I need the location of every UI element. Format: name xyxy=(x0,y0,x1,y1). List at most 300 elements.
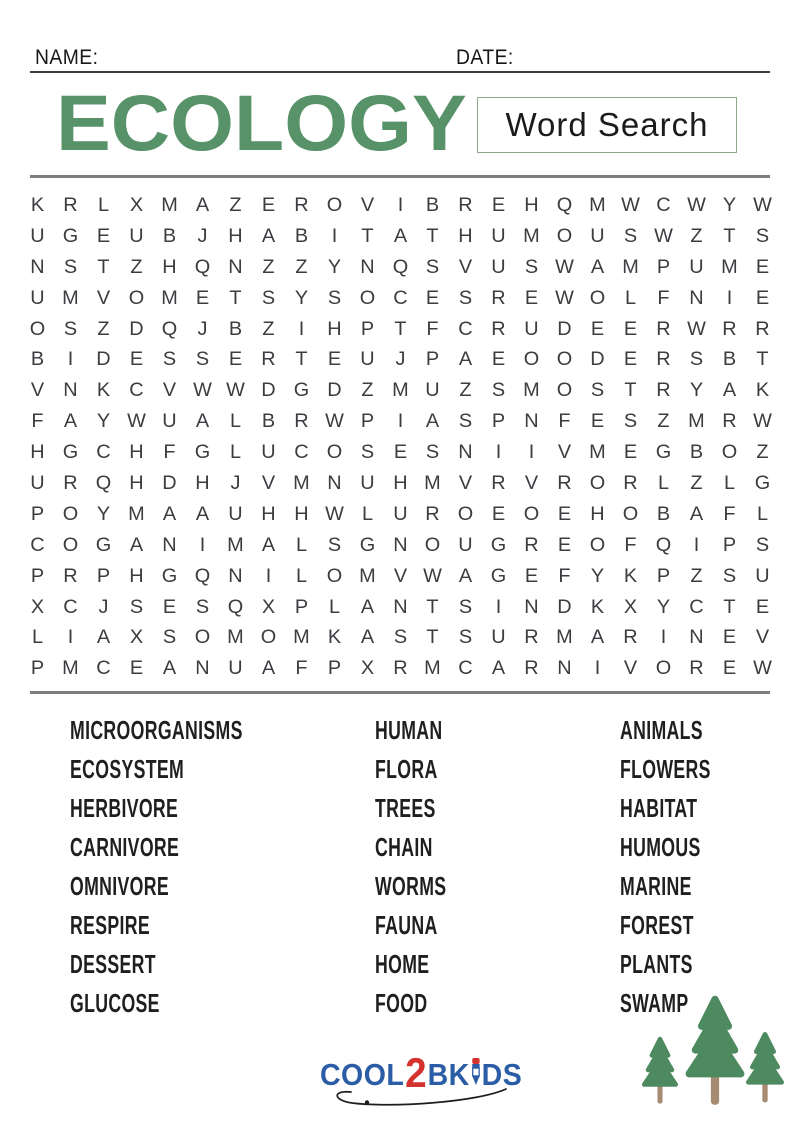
grid-letter[interactable]: O xyxy=(721,441,738,464)
grid-letter[interactable]: U xyxy=(689,255,704,278)
grid-letter[interactable]: A xyxy=(722,379,737,402)
grid-letter[interactable]: L xyxy=(361,502,373,525)
grid-letter[interactable]: W xyxy=(555,286,575,309)
grid-letter[interactable]: C xyxy=(30,533,45,556)
grid-letter[interactable]: P xyxy=(30,564,45,587)
grid-letter[interactable]: V xyxy=(459,471,473,494)
grid-letter[interactable]: C xyxy=(458,657,474,680)
grid-letter[interactable]: O xyxy=(359,286,375,309)
grid-letter[interactable]: Y xyxy=(722,193,737,216)
grid-letter[interactable]: A xyxy=(195,410,209,433)
grid-letter[interactable]: G xyxy=(491,564,507,587)
grid-letter[interactable]: C xyxy=(689,595,704,618)
grid-letter[interactable]: O xyxy=(326,193,342,216)
grid-letter[interactable]: S xyxy=(195,595,209,618)
grid-letter[interactable]: O xyxy=(260,626,276,649)
grid-letter[interactable]: U xyxy=(30,286,45,309)
grid-letter[interactable]: E xyxy=(558,502,572,525)
grid-letter[interactable]: V xyxy=(624,657,638,680)
grid-letter[interactable]: M xyxy=(721,255,738,278)
grid-letter[interactable]: P xyxy=(360,410,374,433)
grid-letter[interactable]: T xyxy=(229,286,242,309)
grid-letter[interactable]: M xyxy=(292,471,310,494)
grid-letter[interactable]: F xyxy=(426,317,440,340)
grid-letter[interactable]: R xyxy=(656,348,671,371)
grid-letter[interactable]: H xyxy=(228,224,243,247)
grid-letter[interactable]: V xyxy=(96,286,111,309)
grid-letter[interactable]: C xyxy=(63,595,78,618)
grid-letter[interactable]: L xyxy=(295,533,307,556)
grid-letter[interactable]: A xyxy=(393,224,407,247)
grid-letter[interactable]: M xyxy=(556,626,574,649)
grid-letter[interactable]: A xyxy=(360,595,374,618)
grid-letter[interactable]: E xyxy=(591,317,605,340)
grid-letter[interactable]: S xyxy=(63,255,78,278)
grid-letter[interactable]: M xyxy=(622,255,639,278)
grid-letter[interactable]: V xyxy=(360,193,374,216)
grid-letter[interactable]: R xyxy=(623,471,638,494)
grid-letter[interactable]: S xyxy=(591,379,605,402)
grid-letter[interactable]: U xyxy=(359,348,375,371)
grid-letter[interactable]: F xyxy=(163,441,176,464)
grid-letter[interactable]: N xyxy=(359,255,375,278)
grid-letter[interactable]: A xyxy=(261,657,275,680)
grid-letter[interactable]: C xyxy=(96,657,111,680)
grid-letter[interactable]: H xyxy=(129,471,144,494)
grid-letter[interactable]: G xyxy=(491,533,507,556)
grid-letter[interactable]: S xyxy=(459,410,473,433)
grid-letter[interactable]: G xyxy=(95,533,112,556)
grid-letter[interactable]: S xyxy=(492,379,506,402)
grid-letter[interactable]: O xyxy=(524,348,540,371)
grid-letter[interactable]: S xyxy=(129,595,143,618)
grid-letter[interactable]: Q xyxy=(95,471,112,494)
grid-letter[interactable]: E xyxy=(228,348,242,371)
grid-letter[interactable]: E xyxy=(393,441,407,464)
grid-letter[interactable]: I xyxy=(67,626,74,649)
grid-letter[interactable]: U xyxy=(228,502,243,525)
grid-letter[interactable]: X xyxy=(129,193,143,216)
grid-letter[interactable]: U xyxy=(425,379,441,402)
grid-letter[interactable]: N xyxy=(557,657,572,680)
grid-letter[interactable]: M xyxy=(424,657,442,680)
grid-letter[interactable]: J xyxy=(395,348,405,371)
grid-letter[interactable]: F xyxy=(558,410,571,433)
grid-letter[interactable]: U xyxy=(162,410,177,433)
grid-letter[interactable]: U xyxy=(458,533,474,556)
grid-letter[interactable]: B xyxy=(228,317,242,340)
grid-letter[interactable]: O xyxy=(326,564,342,587)
grid-letter[interactable]: E xyxy=(327,348,341,371)
grid-letter[interactable]: R xyxy=(458,193,474,216)
grid-letter[interactable]: C xyxy=(656,193,671,216)
grid-letter[interactable]: G xyxy=(754,471,771,494)
grid-letter[interactable]: S xyxy=(261,286,275,309)
grid-letter[interactable]: T xyxy=(426,626,440,649)
grid-letter[interactable]: O xyxy=(557,348,573,371)
grid-letter[interactable]: M xyxy=(523,224,541,247)
grid-letter[interactable]: M xyxy=(523,379,541,402)
grid-letter[interactable]: U xyxy=(359,471,375,494)
grid-letter[interactable]: V xyxy=(755,626,770,649)
grid-letter[interactable]: V xyxy=(30,379,45,402)
grid-letter[interactable]: Q xyxy=(227,595,243,618)
grid-letter[interactable]: W xyxy=(621,193,641,216)
grid-letter[interactable]: M xyxy=(62,657,79,680)
grid-letter[interactable]: U xyxy=(524,317,540,340)
grid-letter[interactable]: O xyxy=(458,502,474,525)
grid-letter[interactable]: X xyxy=(129,626,143,649)
grid-letter[interactable]: G xyxy=(293,379,309,402)
grid-letter[interactable]: V xyxy=(459,255,473,278)
grid-letter[interactable]: I xyxy=(726,286,733,309)
grid-letter[interactable]: R xyxy=(656,379,671,402)
grid-letter[interactable]: A xyxy=(689,502,704,525)
grid-letter[interactable]: X xyxy=(30,595,45,618)
grid-letter[interactable]: T xyxy=(723,595,736,618)
grid-letter[interactable]: U xyxy=(755,564,770,587)
grid-letter[interactable]: I xyxy=(594,657,601,680)
grid-letter[interactable]: C xyxy=(129,379,144,402)
grid-letter[interactable]: U xyxy=(129,224,144,247)
grid-letter[interactable]: S xyxy=(162,348,176,371)
grid-letter[interactable]: P xyxy=(327,657,341,680)
grid-letter[interactable]: T xyxy=(426,595,440,618)
grid-letter[interactable]: R xyxy=(293,410,309,433)
grid-letter[interactable]: E xyxy=(624,317,638,340)
grid-letter[interactable]: D xyxy=(129,317,144,340)
grid-letter[interactable]: H xyxy=(458,224,474,247)
grid-letter[interactable]: V xyxy=(162,379,176,402)
grid-letter[interactable]: I xyxy=(265,564,271,587)
grid-letter[interactable]: A xyxy=(195,502,209,525)
grid-letter[interactable]: J xyxy=(197,224,208,247)
grid-letter[interactable]: E xyxy=(624,348,638,371)
grid-letter[interactable]: D xyxy=(260,379,276,402)
grid-letter[interactable]: R xyxy=(63,564,78,587)
grid-letter[interactable]: O xyxy=(589,286,606,309)
grid-letter[interactable]: D xyxy=(162,471,177,494)
grid-letter[interactable]: S xyxy=(459,626,473,649)
grid-letter[interactable]: R xyxy=(689,657,704,680)
grid-letter[interactable]: R xyxy=(491,286,507,309)
grid-letter[interactable]: R xyxy=(63,471,78,494)
grid-letter[interactable]: G xyxy=(194,441,210,464)
grid-letter[interactable]: M xyxy=(62,286,79,309)
grid-letter[interactable]: E xyxy=(591,410,605,433)
grid-letter[interactable]: W xyxy=(555,255,575,278)
grid-letter[interactable]: R xyxy=(392,657,408,680)
grid-letter[interactable]: R xyxy=(293,193,309,216)
grid-letter[interactable]: S xyxy=(63,317,78,340)
grid-letter[interactable]: I xyxy=(397,193,403,216)
grid-letter[interactable]: N xyxy=(458,441,474,464)
grid-letter[interactable]: R xyxy=(524,626,540,649)
grid-letter[interactable]: W xyxy=(423,564,443,587)
letter-grid[interactable] xyxy=(21,190,779,684)
grid-letter[interactable]: W xyxy=(687,317,706,340)
grid-letter[interactable]: N xyxy=(689,626,704,649)
grid-letter[interactable]: L xyxy=(295,564,307,587)
grid-letter[interactable]: L xyxy=(328,595,340,618)
grid-letter[interactable]: M xyxy=(424,471,442,494)
grid-letter[interactable]: A xyxy=(63,410,78,433)
grid-letter[interactable]: Y xyxy=(96,502,111,525)
grid-letter[interactable]: E xyxy=(426,286,440,309)
grid-letter[interactable]: U xyxy=(392,502,408,525)
grid-letter[interactable]: E xyxy=(261,193,275,216)
grid-letter[interactable]: Y xyxy=(689,379,704,402)
grid-letter[interactable]: D xyxy=(96,348,111,371)
grid-letter[interactable]: U xyxy=(228,657,243,680)
grid-letter[interactable]: W xyxy=(126,410,146,433)
grid-letter[interactable]: O xyxy=(62,533,79,556)
grid-letter[interactable]: O xyxy=(62,502,79,525)
grid-letter[interactable]: G xyxy=(655,441,672,464)
grid-letter[interactable]: A xyxy=(591,626,605,649)
grid-letter[interactable]: Z xyxy=(756,441,769,464)
grid-letter[interactable]: N xyxy=(524,595,540,618)
grid-letter[interactable]: O xyxy=(425,533,441,556)
grid-letter[interactable]: U xyxy=(30,224,45,247)
grid-letter[interactable]: W xyxy=(324,502,344,525)
grid-letter[interactable]: K xyxy=(624,564,638,587)
grid-letter[interactable]: A xyxy=(162,502,176,525)
grid-letter[interactable]: L xyxy=(658,471,670,494)
grid-letter[interactable]: P xyxy=(30,657,45,680)
grid-letter[interactable]: F xyxy=(31,410,44,433)
grid-letter[interactable]: S xyxy=(360,441,374,464)
grid-letter[interactable]: E xyxy=(96,224,111,247)
grid-letter[interactable]: V xyxy=(558,441,572,464)
grid-letter[interactable]: M xyxy=(391,379,409,402)
grid-letter[interactable]: N xyxy=(392,533,408,556)
grid-letter[interactable]: W xyxy=(654,224,674,247)
grid-letter[interactable]: J xyxy=(98,595,109,618)
grid-letter[interactable]: S xyxy=(755,533,770,556)
grid-letter[interactable]: L xyxy=(229,441,241,464)
grid-letter[interactable]: H xyxy=(590,502,605,525)
grid-letter[interactable]: F xyxy=(295,657,308,680)
grid-letter[interactable]: P xyxy=(30,502,45,525)
grid-letter[interactable]: Z xyxy=(130,255,143,278)
grid-letter[interactable]: W xyxy=(687,193,706,216)
grid-letter[interactable]: A xyxy=(591,255,605,278)
grid-letter[interactable]: X xyxy=(261,595,275,618)
grid-letter[interactable]: I xyxy=(298,317,304,340)
grid-letter[interactable]: P xyxy=(96,564,111,587)
grid-letter[interactable]: N xyxy=(326,471,342,494)
grid-letter[interactable]: B xyxy=(689,441,704,464)
grid-letter[interactable]: R xyxy=(557,471,572,494)
grid-letter[interactable]: Y xyxy=(294,286,308,309)
grid-letter[interactable]: W xyxy=(225,379,245,402)
grid-letter[interactable]: Q xyxy=(392,255,408,278)
grid-letter[interactable]: M xyxy=(358,564,376,587)
grid-letter[interactable]: E xyxy=(525,564,539,587)
grid-letter[interactable]: P xyxy=(657,564,671,587)
grid-letter[interactable]: E xyxy=(492,348,506,371)
grid-letter[interactable]: X xyxy=(360,657,374,680)
grid-letter[interactable]: L xyxy=(31,626,44,649)
grid-letter[interactable]: F xyxy=(723,502,736,525)
grid-letter[interactable]: F xyxy=(624,533,637,556)
grid-letter[interactable]: E xyxy=(129,657,143,680)
grid-letter[interactable]: R xyxy=(260,348,276,371)
grid-letter[interactable]: A xyxy=(426,410,440,433)
grid-letter[interactable]: E xyxy=(195,286,209,309)
grid-letter[interactable]: P xyxy=(426,348,440,371)
grid-letter[interactable]: L xyxy=(97,193,109,216)
grid-letter[interactable]: F xyxy=(657,286,670,309)
grid-letter[interactable]: M xyxy=(128,502,145,525)
grid-letter[interactable]: S xyxy=(755,224,770,247)
grid-letter[interactable]: Q xyxy=(161,317,178,340)
grid-letter[interactable]: O xyxy=(589,471,606,494)
grid-letter[interactable]: I xyxy=(496,595,502,618)
grid-letter[interactable]: D xyxy=(557,317,572,340)
grid-letter[interactable]: E xyxy=(722,657,737,680)
grid-letter[interactable]: I xyxy=(199,533,206,556)
grid-letter[interactable]: I xyxy=(693,533,700,556)
grid-letter[interactable]: A xyxy=(459,564,473,587)
grid-letter[interactable]: G xyxy=(62,441,79,464)
grid-letter[interactable]: O xyxy=(128,286,145,309)
grid-letter[interactable]: M xyxy=(589,441,607,464)
grid-letter[interactable]: C xyxy=(458,317,474,340)
grid-letter[interactable]: K xyxy=(30,193,45,216)
grid-letter[interactable]: T xyxy=(295,348,308,371)
grid-letter[interactable]: Q xyxy=(194,255,210,278)
grid-letter[interactable]: O xyxy=(326,441,342,464)
grid-letter[interactable]: Z xyxy=(97,317,110,340)
grid-letter[interactable]: C xyxy=(392,286,408,309)
grid-letter[interactable]: Z xyxy=(459,379,472,402)
grid-letter[interactable]: S xyxy=(195,348,209,371)
grid-letter[interactable]: A xyxy=(261,224,275,247)
grid-letter[interactable]: A xyxy=(360,626,374,649)
grid-letter[interactable]: S xyxy=(327,286,341,309)
grid-letter[interactable]: T xyxy=(723,224,736,247)
grid-letter[interactable]: Y xyxy=(327,255,341,278)
grid-letter[interactable]: I xyxy=(331,224,337,247)
grid-letter[interactable]: L xyxy=(625,286,637,309)
grid-letter[interactable]: S xyxy=(162,626,176,649)
grid-letter[interactable]: D xyxy=(590,348,605,371)
grid-letter[interactable]: H xyxy=(326,317,342,340)
grid-letter[interactable]: S xyxy=(426,441,440,464)
grid-letter[interactable]: Z xyxy=(690,224,703,247)
grid-letter[interactable]: M xyxy=(161,193,178,216)
grid-letter[interactable]: N xyxy=(30,255,45,278)
grid-letter[interactable]: A xyxy=(195,193,209,216)
grid-letter[interactable]: Q xyxy=(655,533,672,556)
grid-letter[interactable]: E xyxy=(492,502,506,525)
grid-letter[interactable]: E xyxy=(755,595,770,618)
grid-letter[interactable]: P xyxy=(657,255,671,278)
grid-letter[interactable]: D xyxy=(326,379,342,402)
grid-letter[interactable]: W xyxy=(324,410,344,433)
grid-letter[interactable]: U xyxy=(260,441,276,464)
grid-letter[interactable]: G xyxy=(62,224,79,247)
grid-letter[interactable]: R xyxy=(722,317,737,340)
grid-letter[interactable]: S xyxy=(393,626,407,649)
grid-letter[interactable]: O xyxy=(589,533,606,556)
grid-letter[interactable]: I xyxy=(496,441,502,464)
grid-letter[interactable]: S xyxy=(624,410,638,433)
grid-letter[interactable]: O xyxy=(29,317,46,340)
grid-letter[interactable]: Q xyxy=(557,193,573,216)
grid-letter[interactable]: F xyxy=(558,564,571,587)
grid-letter[interactable]: S xyxy=(722,564,737,587)
grid-letter[interactable]: L xyxy=(756,502,769,525)
grid-letter[interactable]: I xyxy=(660,626,667,649)
grid-letter[interactable]: E xyxy=(755,255,770,278)
grid-letter[interactable]: H xyxy=(524,193,540,216)
grid-letter[interactable]: T xyxy=(426,224,440,247)
grid-letter[interactable]: O xyxy=(524,502,540,525)
grid-letter[interactable]: Y xyxy=(96,410,111,433)
grid-letter[interactable]: Q xyxy=(194,564,210,587)
grid-letter[interactable]: N xyxy=(228,564,243,587)
grid-letter[interactable]: T xyxy=(360,224,374,247)
grid-letter[interactable]: R xyxy=(491,317,507,340)
grid-letter[interactable]: N xyxy=(689,286,704,309)
grid-letter[interactable]: M xyxy=(589,193,607,216)
grid-letter[interactable]: U xyxy=(30,471,45,494)
grid-letter[interactable]: I xyxy=(529,441,535,464)
grid-letter[interactable]: M xyxy=(161,286,178,309)
grid-letter[interactable]: Z xyxy=(229,193,242,216)
grid-letter[interactable]: H xyxy=(129,441,144,464)
grid-letter[interactable]: S xyxy=(327,533,341,556)
grid-letter[interactable]: N xyxy=(162,533,177,556)
grid-letter[interactable]: B xyxy=(30,348,45,371)
grid-letter[interactable]: W xyxy=(192,379,212,402)
grid-letter[interactable]: H xyxy=(162,255,177,278)
grid-letter[interactable]: Z xyxy=(295,255,308,278)
grid-letter[interactable]: H xyxy=(30,441,45,464)
grid-letter[interactable]: J xyxy=(197,317,208,340)
grid-letter[interactable]: Y xyxy=(657,595,671,618)
grid-letter[interactable]: V xyxy=(261,471,275,494)
grid-letter[interactable]: N xyxy=(195,657,210,680)
grid-letter[interactable]: B xyxy=(261,410,275,433)
grid-letter[interactable]: V xyxy=(525,471,539,494)
grid-letter[interactable]: G xyxy=(359,533,375,556)
grid-letter[interactable]: T xyxy=(97,255,110,278)
grid-letter[interactable]: E xyxy=(755,286,770,309)
grid-letter[interactable]: W xyxy=(753,410,772,433)
grid-letter[interactable]: K xyxy=(96,379,111,402)
grid-letter[interactable]: N xyxy=(524,410,540,433)
grid-letter[interactable]: O xyxy=(655,657,672,680)
grid-letter[interactable]: E xyxy=(129,348,143,371)
grid-letter[interactable]: N xyxy=(228,255,243,278)
grid-letter[interactable]: M xyxy=(688,410,705,433)
grid-letter[interactable]: X xyxy=(624,595,638,618)
grid-letter[interactable]: R xyxy=(656,317,671,340)
grid-letter[interactable]: Z xyxy=(262,255,275,278)
grid-letter[interactable]: B xyxy=(162,224,176,247)
grid-letter[interactable]: H xyxy=(260,502,276,525)
grid-letter[interactable]: K xyxy=(591,595,605,618)
grid-letter[interactable]: Z xyxy=(360,379,374,402)
grid-letter[interactable]: O xyxy=(557,224,573,247)
grid-letter[interactable]: M xyxy=(292,626,310,649)
grid-letter[interactable]: H xyxy=(195,471,210,494)
grid-letter[interactable]: Z xyxy=(690,564,703,587)
